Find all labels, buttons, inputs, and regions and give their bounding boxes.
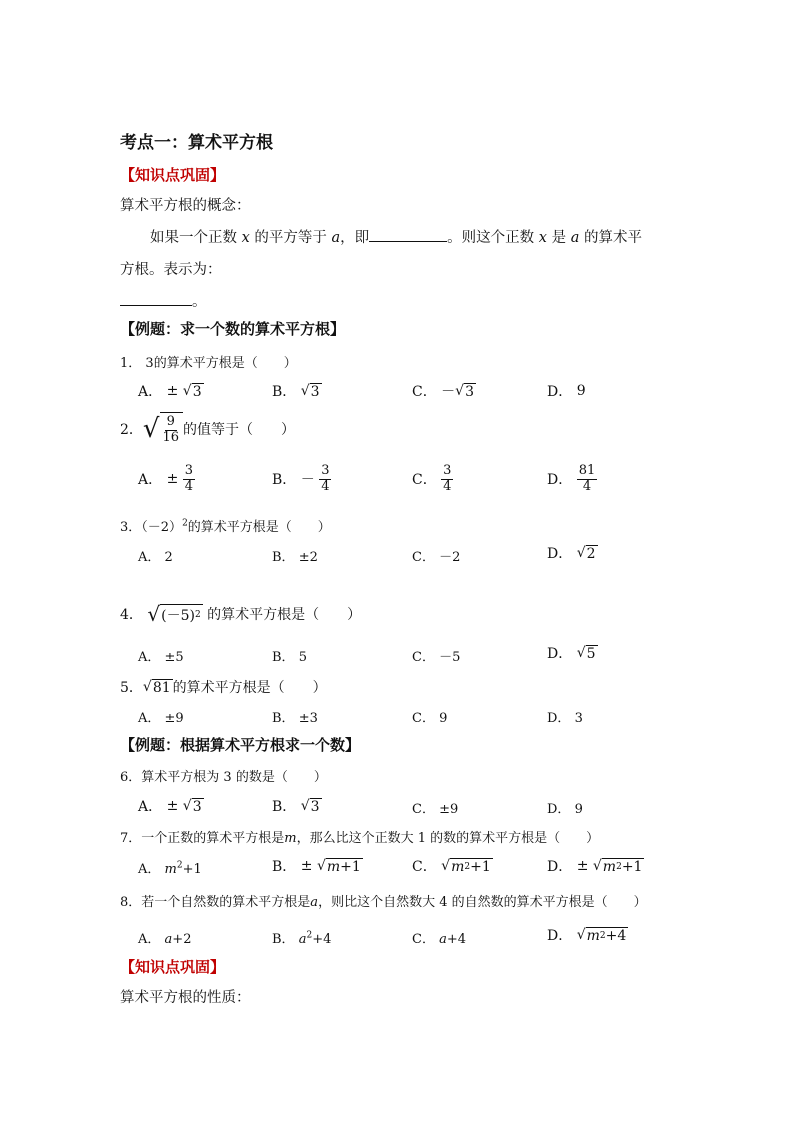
q8-option-b[interactable]: B． $a^2+4$ xyxy=(272,930,332,947)
q4-option-c[interactable]: C． －5 xyxy=(412,650,461,665)
q1-option-d[interactable]: D． 9 xyxy=(547,383,586,400)
question-6: 6．算术平方根为 3 的数是（ ） xyxy=(120,770,327,785)
q6-option-b[interactable]: B． √ 3 xyxy=(272,798,320,815)
q3-option-b[interactable]: B． ±2 xyxy=(272,550,318,565)
q1-option-c[interactable]: C． － √ 3 xyxy=(412,383,475,400)
property-label: 算术平方根的性质： xyxy=(120,990,251,1006)
question-8: 8．若一个自然数的算术平方根是a，则比这个自然数大 4 的自然数的算术平方根是（ ） xyxy=(120,895,647,910)
q5-option-b[interactable]: B． ±3 xyxy=(272,711,318,726)
q1-option-a[interactable]: A． ± √ 3 xyxy=(138,383,202,400)
question-4: 4． √ (－5) 2 的算术平方根是（ ） xyxy=(120,602,362,626)
q6-option-a[interactable]: A． ± √ 3 xyxy=(138,798,202,815)
q5-option-c[interactable]: C． 9 xyxy=(412,711,448,726)
q8-option-d[interactable]: D． √ m 2 +4 xyxy=(547,927,627,944)
example-header: 【例题：根据算术平方根求一个数】 xyxy=(120,736,361,754)
q3-option-c[interactable]: C． －2 xyxy=(412,550,461,565)
q6-option-c[interactable]: C． ±9 xyxy=(412,802,459,817)
concept-definition-line2: 方根。表示为： xyxy=(120,262,222,278)
q5-option-d[interactable]: D． 3 xyxy=(547,711,583,726)
q2-option-a[interactable]: A． ± $\frac{3}{4}$ xyxy=(138,463,194,494)
q6-option-d[interactable]: D． 9 xyxy=(547,802,583,817)
question-5: 5． √ 81 的算术平方根是（ ） xyxy=(120,679,327,696)
q8-option-c[interactable]: C． a+4 xyxy=(412,932,467,947)
q4-option-d[interactable]: D． √ 5 xyxy=(547,645,596,662)
q1-option-b[interactable]: B． √ 3 xyxy=(272,383,320,400)
concept-label: 算术平方根的概念： xyxy=(120,198,251,214)
var-x: x xyxy=(241,230,250,246)
var-a: a xyxy=(331,230,341,246)
q2-option-c[interactable]: C． $\frac{3}{4}$ xyxy=(412,463,452,494)
question-7: 7．一个正数的算术平方根是m，那么比这个正数大 1 的数的算术平方根是（ ） xyxy=(120,831,600,846)
fill-blank[interactable] xyxy=(369,226,447,242)
q7-option-c[interactable]: C． √ m 2 +1 xyxy=(412,858,491,875)
q7-option-b[interactable]: B． ± √ m +1 xyxy=(272,858,361,875)
concept-definition-line3: 。 xyxy=(120,290,207,311)
q7-option-a[interactable]: A． $m^2+1$ xyxy=(138,860,202,877)
q3-option-d[interactable]: D． √ 2 xyxy=(547,545,596,562)
section-title: 考点一：算术平方根 xyxy=(120,133,273,153)
example-header: 【例题：求一个数的算术平方根】 xyxy=(120,320,346,338)
question-1: 1． 3的算术平方根是（ ） xyxy=(120,356,297,371)
q2-option-d[interactable]: D． $\frac{81}{4}$ xyxy=(547,463,596,494)
knowledge-header: 【知识点巩固】 xyxy=(120,958,226,976)
q4-option-a[interactable]: A． ±5 xyxy=(138,650,184,665)
knowledge-header: 【知识点巩固】 xyxy=(120,166,226,184)
q3-option-a[interactable]: A． 2 xyxy=(138,550,173,565)
concept-definition-line1: 如果一个正数 x 的平方等于 a，即 。则这个正数 x 是 a 的算术平 xyxy=(150,226,642,247)
q4-option-b[interactable]: B． 5 xyxy=(272,650,307,665)
q8-option-a[interactable]: A． a+2 xyxy=(138,932,192,947)
q2-option-b[interactable]: B． － $\frac{3}{4}$ xyxy=(272,463,330,494)
fill-blank[interactable] xyxy=(120,290,192,306)
q7-option-d[interactable]: D． ± √ m 2 +1 xyxy=(547,858,643,875)
question-2: 2． √ $\frac{9}{16}$ 的值等于（ ） xyxy=(120,413,296,445)
question-3: 3．$(-2)^2$的算术平方根是（ ） xyxy=(120,518,331,535)
q5-option-a[interactable]: A． ±9 xyxy=(138,711,184,726)
